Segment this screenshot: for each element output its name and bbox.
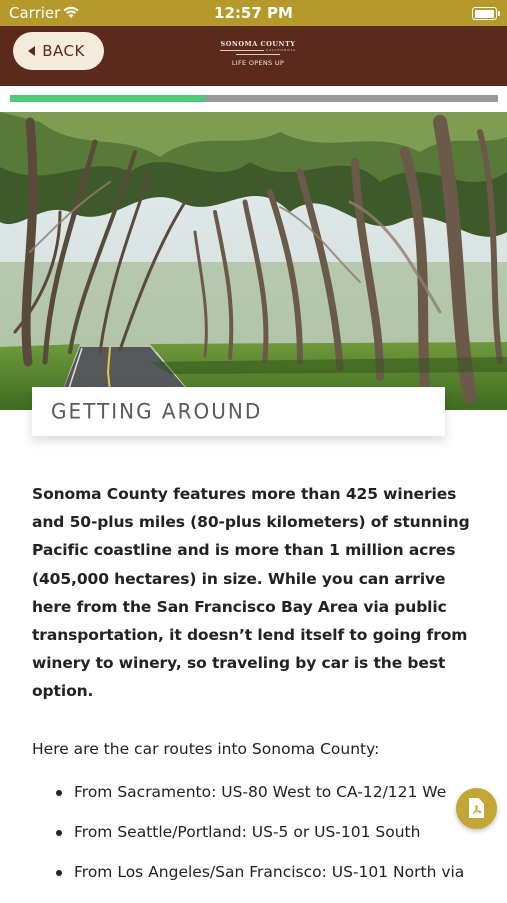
routes-list	[52, 783, 507, 903]
status-bar	[0, 0, 507, 26]
list-item	[52, 783, 507, 823]
nav-bar	[0, 26, 507, 86]
back-button[interactable]	[13, 32, 104, 70]
carrier-label: Carrier	[9, 4, 61, 22]
sonoma-county-logo	[208, 40, 308, 67]
logo-tagline: LIFE OPENS UP	[231, 59, 285, 67]
battery-icon	[472, 7, 497, 20]
reading-progress-fill	[10, 95, 205, 102]
pdf-download-button[interactable]	[456, 788, 497, 829]
hero-image	[0, 112, 507, 410]
article-body	[32, 480, 477, 706]
section-title: GETTING AROUND	[51, 398, 263, 424]
list-item	[52, 863, 507, 903]
routes-heading: Here are the car routes into Sonoma County:	[32, 740, 380, 758]
logo-line-2: CALIFORNIA	[265, 48, 297, 52]
bullet-icon	[56, 870, 62, 876]
list-item	[52, 823, 507, 863]
clock: 12:57 PM	[214, 4, 293, 22]
bullet-icon	[56, 790, 62, 796]
back-button-label: BACK	[42, 42, 85, 60]
intro-paragraph: Sonoma County features more than 425 wineries and 50-plus miles (80-plus kilometers) of stunning Pacific coastline and is more than 1 million acres (405,000 hectares) in size. While you can arrive here from the San Francisco Bay Area via public transportation, it doesn’t lend itself to going from winery to winery, so traveling by car is the best option.	[32, 485, 470, 701]
route-text: From Sacramento: US-80 West to CA-12/121 We	[74, 783, 447, 801]
bullet-icon	[56, 830, 62, 836]
back-arrow-icon	[28, 46, 35, 56]
reading-progress-bar	[10, 95, 498, 102]
route-text: From Los Angeles/San Francisco: US-101 North via	[74, 863, 465, 881]
route-text: From Seattle/Portland: US-5 or US-101 South	[74, 823, 421, 841]
logo-line-1: SONOMA COUNTY	[220, 40, 296, 48]
section-title-card	[32, 387, 445, 436]
